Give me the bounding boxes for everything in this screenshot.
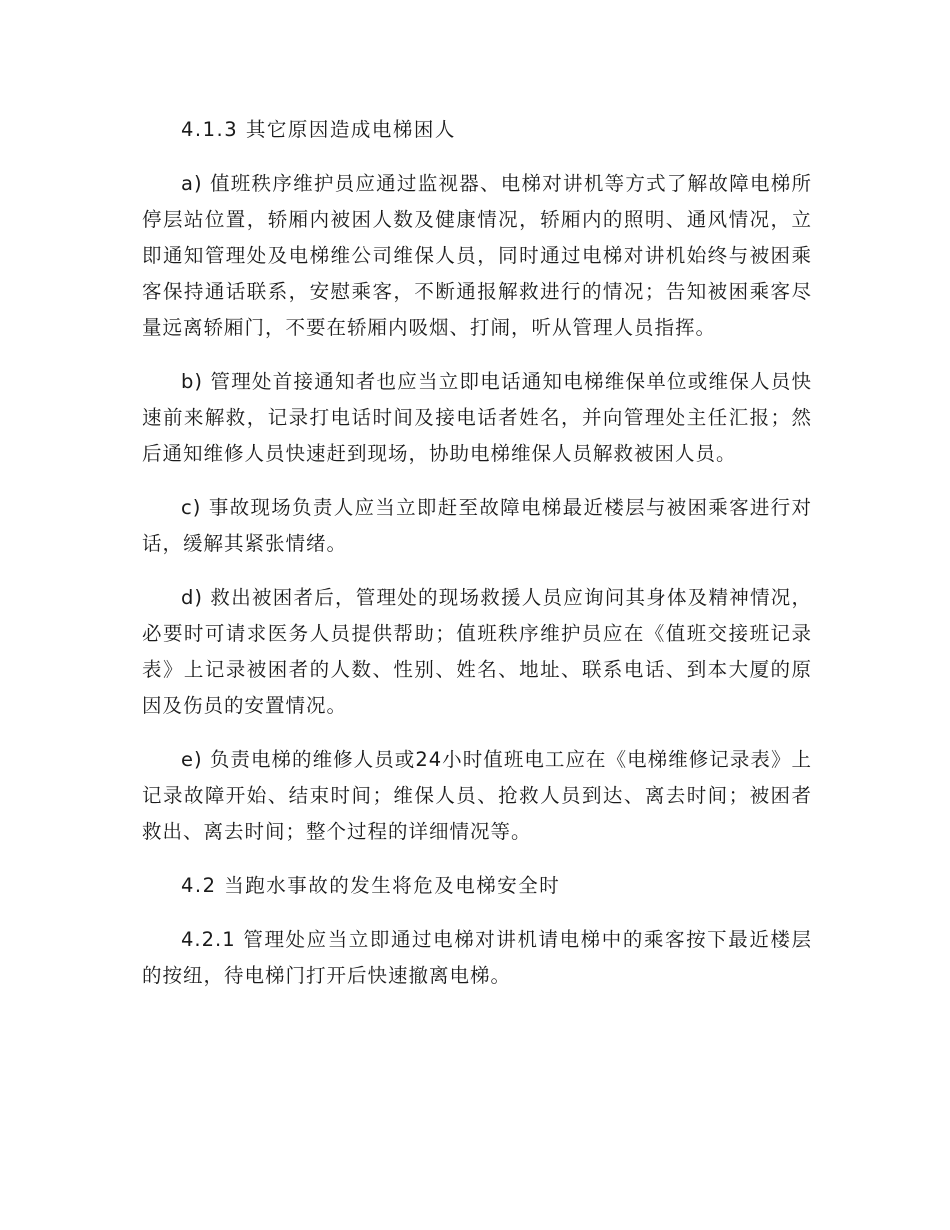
- document-body: [142, 112, 812, 1012]
- paragraph-a: a) 值班秩序维护员应通过监视器、电梯对讲机等方式了解故障电梯所停层站位置，轿厢内被困人数及健康情况，轿厢内的照明、通风情况，立即通知管理处及电梯维公司维保人员，同时通过电梯对讲机始终与被困乘客保持通话联系，安慰乘客，不断通报解救进行的情况；告知被困乘客尽量远离轿厢门，不要在轿厢内吸烟、打闹，听从管理人员指挥。: [142, 172, 812, 339]
- paragraph-b: b) 管理处首接通知者也应当立即电话通知电梯维保单位或维保人员快速前来解救，记录打电话时间及接电话者姓名，并向管理处主任汇报；然后通知维修人员快速赶到现场，协助电梯维保人员解救被困人员。: [142, 370, 812, 465]
- paragraph-e: e) 负责电梯的维修人员或24小时值班电工应在《电梯维修记录表》上记录故障开始、结束时间；维保人员、抢救人员到达、离去时间；被困者救出、离去时间；整个过程的详细情况等。: [142, 748, 812, 843]
- section-heading-4-1-3: 4.1.3 其它原因造成电梯困人: [181, 118, 456, 141]
- section-heading-4-2: 4.2 当跑水事故的发生将危及电梯安全时: [181, 874, 561, 897]
- paragraph-4-2-1: 4.2.1 管理处应当立即通过电梯对讲机请电梯中的乘客按下最近楼层的按纽，待电梯门打开后快速撤离电梯。: [142, 928, 812, 987]
- paragraph-d: d) 救出被困者后，管理处的现场救援人员应询问其身体及精神情况，必要时可请求医务人员提供帮助；值班秩序维护员应在《值班交接班记录表》上记录被困者的人数、性别、姓名、地址、联系电话、到本大厦的原因及伤员的安置情况。: [142, 586, 812, 717]
- paragraph-c: c) 事故现场负责人应当立即赶至故障电梯最近楼层与被困乘客进行对话，缓解其紧张情绪。: [142, 496, 812, 555]
